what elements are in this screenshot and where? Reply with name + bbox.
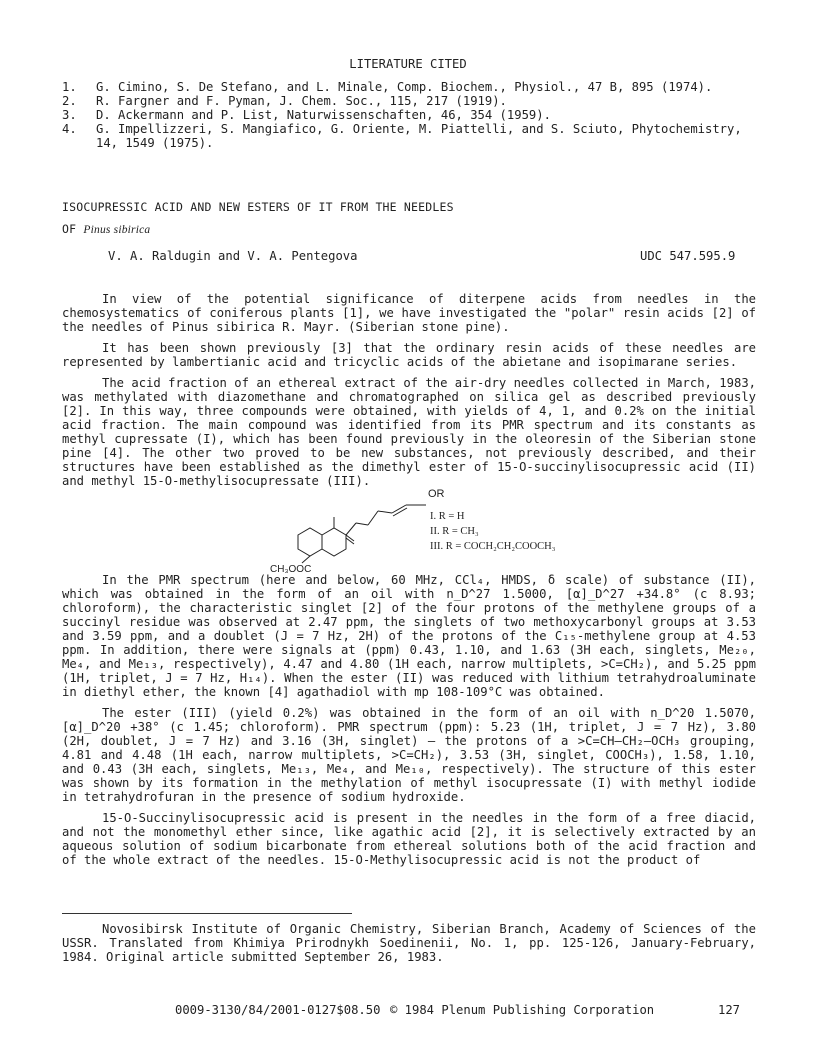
reference-number: 4. (62, 122, 77, 136)
reference-item (62, 108, 762, 122)
chemical-structure (62, 488, 756, 575)
affiliation-text: Novosibirsk Institute of Organic Chemistry, Siberian Branch, Academy of Sciences of the USSR. Translated from Khimiya Prirodnykh Soedinenii, No. 1, pp. 125-126, January-February, 1984. Original article submitted September 26, 1983. (62, 922, 756, 964)
bond (356, 523, 368, 525)
bond (392, 505, 406, 513)
reference-number: 3. (62, 108, 77, 122)
article-title-line-1: ISOCUPRESSIC ACID AND NEW ESTERS OF IT FROM THE NEEDLES (62, 200, 454, 214)
copyright: © 1984 Plenum Publishing Corporation (390, 1003, 655, 1017)
reference-item (62, 94, 762, 108)
journal-code: 0009-3130/84/2001-0127$08.50 (175, 1003, 381, 1017)
bond (378, 511, 392, 513)
article-title-prefix: OF (62, 222, 77, 236)
reference-text: R. Fargner and F. Pyman, J. Chem. Soc., 115, 217 (1919). (96, 94, 507, 108)
reference-item (62, 122, 762, 150)
ester-group-label: CH₃OOC (270, 564, 312, 575)
udc-code: UDC 547.595.9 (640, 249, 736, 263)
bond (346, 535, 354, 541)
structure-legend-item: II. R = CH₃ (430, 526, 479, 537)
species-name: Pinus sibirica (83, 224, 151, 236)
reference-text: D. Ackermann and P. List, Naturwissenschaften, 46, 354 (1959). (96, 108, 551, 122)
structure-drawing (288, 495, 438, 565)
bond (346, 538, 354, 544)
paragraph: It has been shown previously [3] that the ordinary resin acids of these needles are represented by lambertianic acid and tricyclic acids of the abietane and isopimarane series. (62, 341, 756, 369)
bond (346, 523, 356, 535)
paragraph: The acid fraction of an ethereal extract of the air-dry needles collected in March, 1983, was methylated with diazomethane and chromatographed on silica gel as described previously [2]. In this way, three compounds were obtained, with yields of 4, 1, and 0.2% on the initial acid fraction. The main compound was identified from its PMR spectrum and its constants as methyl cupressate (I), which has been found previously in the oleoresin of the Siberian stone pine [4]. The other two proved to be new substances, not previously described, and their structures have been established as the dimethyl ester of 15-O-succinylisocupressic acid (II) and methyl 15-O-methylisocupressate (III). (62, 376, 756, 488)
reference-text: G. Cimino, S. De Stefano, and L. Minale, Comp. Biochem., Physiol., 47 B, 895 (1974). (96, 80, 713, 94)
reference-item (62, 80, 762, 94)
bond (302, 556, 310, 563)
reference-number: 2. (62, 94, 77, 108)
reference-list (62, 80, 762, 150)
structure-legend-item: I. R = H (430, 511, 465, 522)
literature-cited-heading: LITERATURE CITED (349, 57, 467, 71)
ring-b (322, 528, 346, 556)
article-body (62, 292, 756, 874)
article-title-line-2 (62, 222, 762, 237)
paragraph: In the PMR spectrum (here and below, 60 MHz, CCl₄, HMDS, δ scale) of substance (II), which was obtained in the form of an oil with n_D^27 1.5000, [α]_D^27 +34.8° (c 8.93; chloroform), the characteristic singlet [2] of the four protons of the methylene groups of a succinyl residue was observed at 2.47 ppm, the singlets of two methoxycarbonyl groups at 3.53 and 3.59 ppm, and a doublet (J = 7 Hz, 2H) of the protons of the C₁₅-methylene group at 4.53 ppm. In addition, there were signals at (ppm) 0.43, 1.10, and 1.63 (3H each, singlets, Me₂₀, Me₄, and Me₁₃, respectively), 4.47 and 4.80 (1H each, narrow multiplets, >C=CH₂), and 5.25 ppm (1H, triplet, J = 7 Hz, H₁₄). When the ester (II) was reduced with lithium tetrahydroaluminate in diethyl ether, the known [4] agathadiol with mp 108-109°C was obtained. (62, 573, 756, 699)
bond (368, 511, 378, 525)
page-number: 127 (718, 1003, 741, 1017)
reference-number: 1. (62, 80, 77, 94)
article-title (62, 200, 762, 245)
ring-a (298, 528, 322, 556)
bond (393, 508, 407, 516)
or-label: OR (428, 488, 445, 500)
paragraph: The ester (III) (yield 0.2%) was obtained in the form of an oil with n_D^20 1.5070, [α]_D^20 +38° (c 1.45; chloroform). PMR spectrum (ppm): 5.23 (1H, triplet, J = 7 Hz), 3.80 (2H, doublet, J = 7 Hz) and 3.16 (3H, singlet) – the protons of a >C=CH–CH₂–OCH₃ grouping, 4.81 and 4.48 (1H each, narrow multiplets, >C=CH₂), 3.53 (3H, singlet, COOCH₃), 1.58, 1.10, and 0.43 (3H each, singlets, Me₁₃, Me₄, and Me₁₀, respectively). The structure of this ester was shown by its formation in the methylation of methyl isocupressate (I) with methyl iodide in tetrahydrofuran in the presence of sodium hydroxide. (62, 706, 756, 804)
structure-legend (430, 509, 555, 554)
footnote-rule (62, 913, 352, 914)
footnote (62, 922, 756, 964)
paragraph: 15-O-Succinylisocupressic acid is present in the needles in the form of a free diacid, and not the monomethyl ether since, like agathic acid [2], it is selectively extracted by an aqueous solution of sodium bicarbonate from ethereal solutions both of the acid fraction and of the whole extract of the needles. 15-O-Methylisocupressic acid is not the product of (62, 811, 756, 867)
reference-text: G. Impellizzeri, S. Mangiafico, G. Oriente, M. Piattelli, and S. Sciuto, Phytochemistry, 14, 1549 (1975). (96, 122, 750, 150)
paragraph: In view of the potential significance of diterpene acids from needles in the chemosystematics of coniferous plants [1], we have investigated the "polar" resin acids [2] of the needles of Pinus sibirica R. Mayr. (Siberian stone pine). (62, 292, 756, 334)
structure-legend-item: III. R = COCH₂CH₂COOCH₃ (430, 541, 556, 552)
authors: V. A. Raldugin and V. A. Pentegova (108, 249, 358, 263)
